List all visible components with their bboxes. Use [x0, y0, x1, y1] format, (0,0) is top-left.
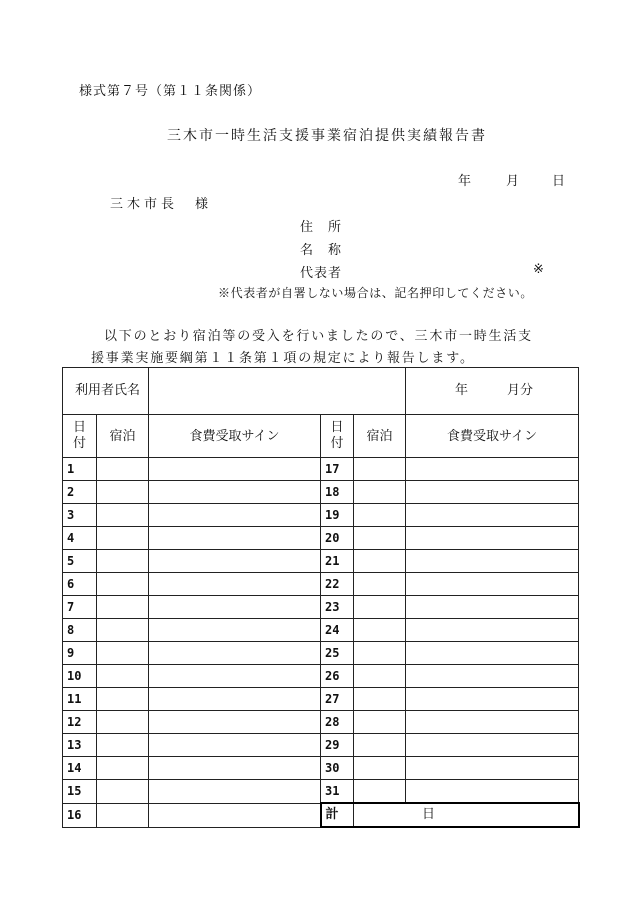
meal-sign-cell[interactable] — [149, 504, 321, 527]
day-number-left: 14 — [63, 757, 97, 780]
day-number-left: 12 — [63, 711, 97, 734]
date-day-label: 日 — [552, 174, 567, 189]
form-number: 様式第７号（第１１条関係） — [79, 84, 262, 99]
day-number-left: 7 — [63, 596, 97, 619]
stay-cell[interactable] — [97, 573, 149, 596]
stay-cell[interactable] — [97, 619, 149, 642]
table-row — [63, 596, 579, 619]
day-number-left: 11 — [63, 688, 97, 711]
table-row — [63, 757, 579, 780]
meal-sign-cell[interactable] — [406, 619, 579, 642]
table-row — [63, 481, 579, 504]
user-name-field[interactable] — [149, 368, 406, 415]
table-row-last — [63, 803, 579, 827]
meal-sign-cell[interactable] — [406, 688, 579, 711]
day-number-left: 5 — [63, 550, 97, 573]
stay-cell[interactable] — [97, 734, 149, 757]
day-number-right: 21 — [321, 550, 354, 573]
stay-cell[interactable] — [97, 481, 149, 504]
meal-sign-cell[interactable] — [406, 481, 579, 504]
meal-sign-cell[interactable] — [406, 734, 579, 757]
day-number-left: 6 — [63, 573, 97, 596]
stay-cell[interactable] — [354, 734, 406, 757]
table-row — [63, 458, 579, 481]
stay-cell[interactable] — [97, 527, 149, 550]
meal-sign-cell[interactable] — [149, 619, 321, 642]
table-row — [63, 550, 579, 573]
table-row — [63, 527, 579, 550]
stay-cell[interactable] — [97, 458, 149, 481]
stay-header-left: 宿泊 — [97, 415, 149, 458]
meal-sign-cell[interactable] — [406, 458, 579, 481]
stay-cell[interactable] — [97, 665, 149, 688]
meal-sign-cell[interactable] — [406, 504, 579, 527]
day-number-right: 17 — [321, 458, 354, 481]
meal-sign-cell[interactable] — [149, 711, 321, 734]
meal-sign-cell[interactable] — [406, 642, 579, 665]
stay-cell[interactable] — [354, 550, 406, 573]
stay-cell[interactable] — [354, 619, 406, 642]
day-number-right: 27 — [321, 688, 354, 711]
meal-sign-cell[interactable] — [149, 803, 321, 827]
meal-sign-cell[interactable] — [149, 665, 321, 688]
day-number-right: 31 — [321, 780, 354, 804]
stay-cell[interactable] — [97, 596, 149, 619]
report-table — [62, 367, 580, 828]
user-name-label: 利用者氏名 — [63, 368, 149, 415]
stay-cell[interactable] — [97, 803, 149, 827]
day-number-right: 28 — [321, 711, 354, 734]
table-header-row — [63, 415, 579, 458]
day-number-right: 19 — [321, 504, 354, 527]
body-text-line2: 援事業実施要綱第１１条第１項の規定により報告します。 — [91, 351, 475, 366]
stay-cell[interactable] — [354, 665, 406, 688]
table-row — [63, 711, 579, 734]
day-number-left: 10 — [63, 665, 97, 688]
day-number-right: 26 — [321, 665, 354, 688]
stay-cell[interactable] — [97, 711, 149, 734]
day-number-right: 25 — [321, 642, 354, 665]
day-number-right: 24 — [321, 619, 354, 642]
day-number-left: 8 — [63, 619, 97, 642]
stay-cell[interactable] — [97, 642, 149, 665]
table-row — [63, 642, 579, 665]
document-title: 三木市一時生活支援事業宿泊提供実績報告書 — [167, 128, 487, 144]
date-year-label: 年 — [458, 174, 473, 189]
table-row — [63, 688, 579, 711]
day-header-left: 日 付 — [63, 415, 97, 458]
day-header-right: 日 付 — [321, 415, 354, 458]
meal-sign-cell[interactable] — [149, 527, 321, 550]
meal-sign-cell[interactable] — [406, 573, 579, 596]
stay-cell[interactable] — [97, 688, 149, 711]
period-label: 年 月分 — [406, 368, 579, 415]
meal-sign-cell[interactable] — [149, 596, 321, 619]
day-number-left: 1 — [63, 458, 97, 481]
day-number-left: 16 — [63, 803, 97, 827]
stay-cell[interactable] — [354, 504, 406, 527]
meal-sign-cell[interactable] — [149, 573, 321, 596]
day-number-left: 4 — [63, 527, 97, 550]
representative-label: 代表者 — [300, 266, 343, 281]
signature-note: ※代表者が自署しない場合は、記名押印してください。 — [218, 286, 534, 300]
day-number-right: 23 — [321, 596, 354, 619]
meal-sign-cell[interactable] — [149, 734, 321, 757]
user-name-row — [63, 368, 579, 415]
stay-cell[interactable] — [354, 757, 406, 780]
stay-cell[interactable] — [354, 527, 406, 550]
meal-sign-cell[interactable] — [149, 481, 321, 504]
table-row — [63, 780, 579, 804]
table-row — [63, 619, 579, 642]
stay-cell[interactable] — [354, 573, 406, 596]
addressee: 三木市長 様 — [110, 197, 213, 212]
name-label: 名 称 — [300, 243, 343, 258]
stay-cell[interactable] — [354, 688, 406, 711]
meal-sign-cell[interactable] — [406, 596, 579, 619]
stay-cell[interactable] — [354, 711, 406, 734]
stay-cell[interactable] — [97, 504, 149, 527]
day-number-left: 2 — [63, 481, 97, 504]
table-row — [63, 665, 579, 688]
address-label: 住 所 — [300, 220, 343, 235]
day-number-left: 9 — [63, 642, 97, 665]
date-month-label: 月 — [506, 174, 521, 189]
total-days-field[interactable]: 日 — [354, 803, 579, 827]
meal-sign-cell[interactable] — [149, 550, 321, 573]
stay-cell[interactable] — [354, 458, 406, 481]
total-label: 計 — [321, 803, 354, 827]
day-number-right: 22 — [321, 573, 354, 596]
stay-header-right: 宿泊 — [354, 415, 406, 458]
stay-cell[interactable] — [354, 642, 406, 665]
meal-sign-cell[interactable] — [149, 688, 321, 711]
meal-sign-cell[interactable] — [406, 711, 579, 734]
table-row — [63, 573, 579, 596]
day-number-left: 13 — [63, 734, 97, 757]
stay-cell[interactable] — [354, 596, 406, 619]
meal-sign-header-left: 食費受取サイン — [149, 415, 321, 458]
stay-cell[interactable] — [354, 780, 406, 804]
meal-sign-cell[interactable] — [149, 642, 321, 665]
meal-sign-cell[interactable] — [149, 757, 321, 780]
stay-cell[interactable] — [97, 550, 149, 573]
day-number-right: 18 — [321, 481, 354, 504]
stay-cell[interactable] — [97, 757, 149, 780]
day-number-left: 15 — [63, 780, 97, 804]
meal-sign-header-right: 食費受取サイン — [406, 415, 579, 458]
day-number-right: 29 — [321, 734, 354, 757]
table-row — [63, 734, 579, 757]
seal-mark: ※ — [533, 262, 545, 277]
table-row — [63, 504, 579, 527]
meal-sign-cell[interactable] — [406, 757, 579, 780]
meal-sign-cell[interactable] — [406, 527, 579, 550]
meal-sign-cell[interactable] — [149, 780, 321, 804]
day-number-right: 20 — [321, 527, 354, 550]
body-text-line1: 以下のとおり宿泊等の受入を行いましたので、三木市一時生活支 — [104, 329, 533, 344]
meal-sign-cell[interactable] — [149, 458, 321, 481]
stay-cell[interactable] — [354, 481, 406, 504]
meal-sign-cell[interactable] — [406, 665, 579, 688]
meal-sign-cell[interactable] — [406, 550, 579, 573]
stay-cell[interactable] — [97, 780, 149, 804]
day-number-left: 3 — [63, 504, 97, 527]
day-number-right: 30 — [321, 757, 354, 780]
meal-sign-cell[interactable] — [406, 780, 579, 804]
